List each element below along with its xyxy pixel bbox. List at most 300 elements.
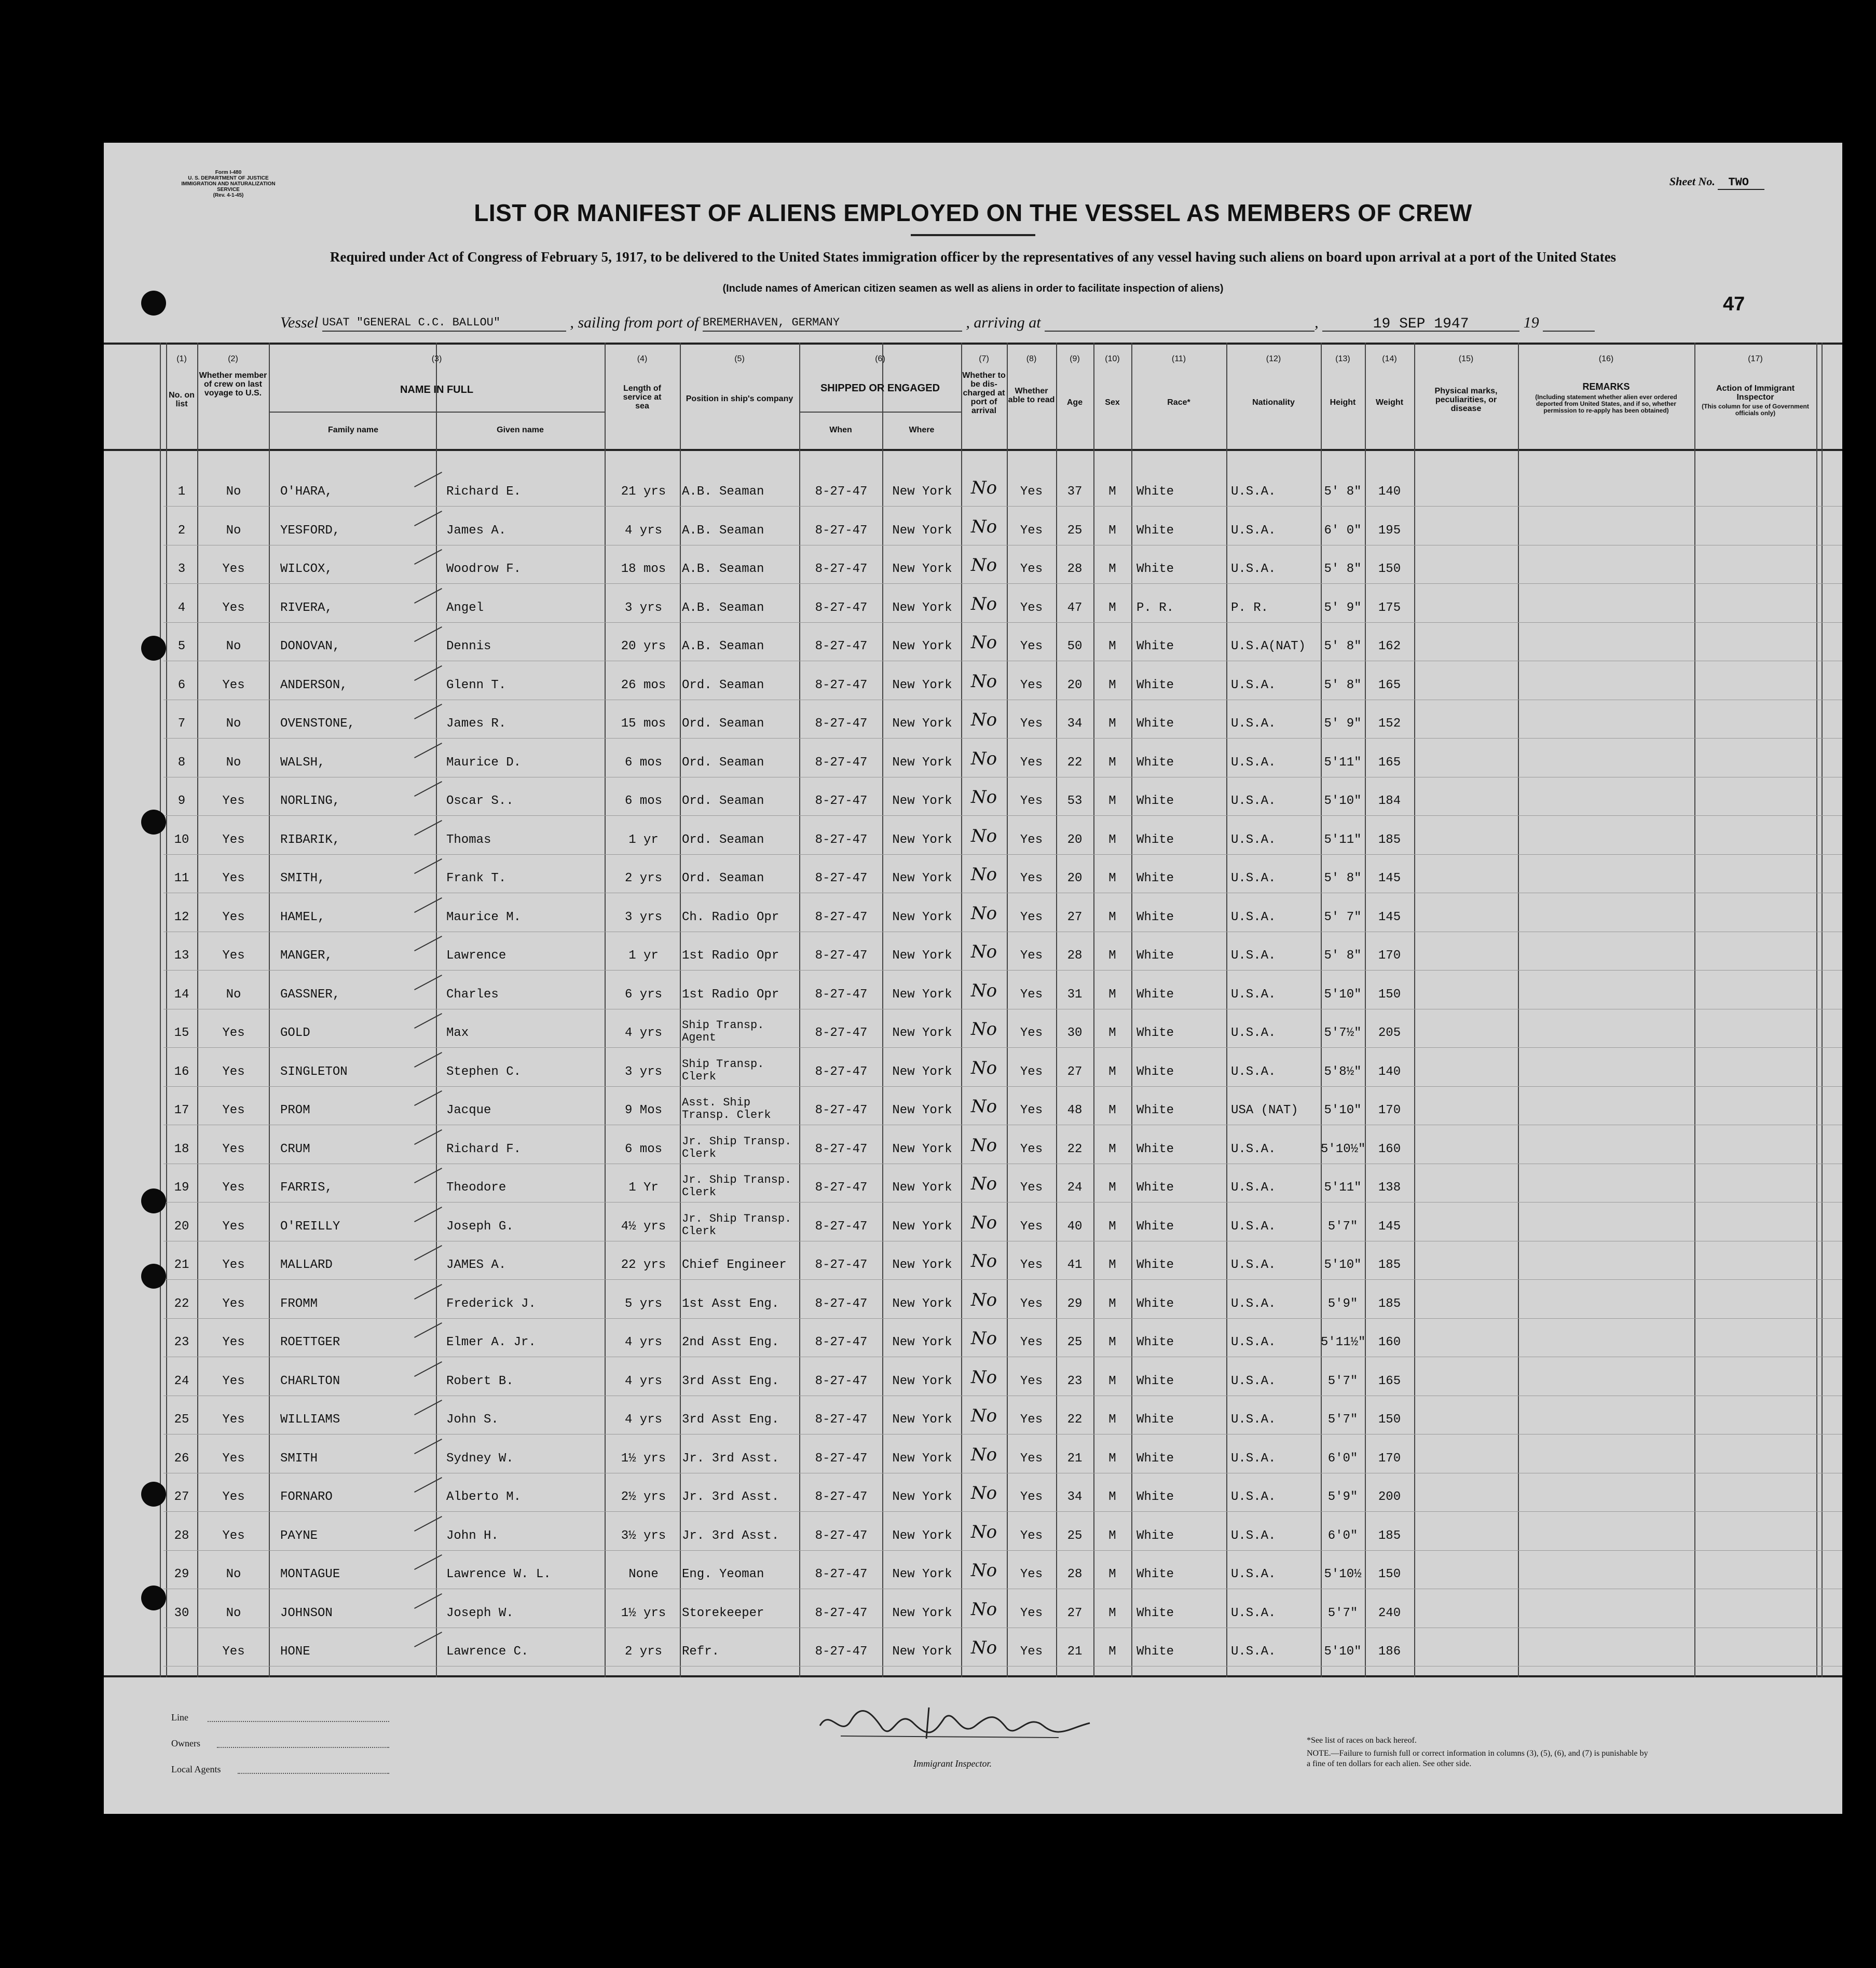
cell-shipped-where: New York — [892, 755, 952, 770]
cell-prior-voyage: Yes — [222, 1335, 245, 1349]
cell-shipped-where: New York — [892, 1142, 952, 1156]
col-header-service: Length of service at sea — [623, 384, 662, 411]
cell-position: Jr. Ship Transp. Clerk — [682, 1212, 792, 1238]
cell-sex: M — [1108, 1064, 1116, 1079]
col-header-height: Height — [1330, 398, 1356, 407]
cell-discharged: No — [970, 516, 997, 537]
col-num-7: (7) — [979, 354, 989, 363]
cell-shipped-when: 8-27-47 — [815, 1490, 868, 1504]
row-rule — [163, 815, 1842, 816]
cell-age: 37 — [1067, 485, 1083, 499]
cell-shipped-when: 8-27-47 — [815, 1335, 868, 1349]
cell-row-number: 12 — [174, 910, 189, 924]
col-header-age: Age — [1066, 398, 1083, 407]
cell-row-number: 2 — [177, 523, 186, 538]
cell-able-to-read: Yes — [1020, 1528, 1043, 1543]
cell-service-length: 6 mos — [624, 1142, 662, 1156]
cell-given-name: Dennis — [446, 639, 491, 653]
cell-given-name: Robert B. — [446, 1374, 514, 1388]
include-note: (Include names of American citizen seamen as well as aliens in order to facilitate inspection of aliens) — [722, 283, 1224, 294]
cell-age: 20 — [1067, 871, 1083, 885]
cell-service-length: 21 yrs — [621, 485, 666, 499]
cell-shipped-where: New York — [892, 678, 952, 692]
col-header-action-note: (This column for use of Government officials only) — [1702, 403, 1809, 417]
cell-race: White — [1136, 1490, 1174, 1504]
cell-height: 5'8½" — [1324, 1064, 1362, 1079]
cell-race: White — [1136, 832, 1174, 847]
cell-able-to-read: Yes — [1020, 1181, 1043, 1195]
cell-age: 53 — [1067, 794, 1083, 808]
year-prefix: 19 — [1523, 314, 1539, 331]
cell-able-to-read: Yes — [1020, 1026, 1043, 1040]
cell-race: White — [1136, 910, 1174, 924]
cell-age: 40 — [1067, 1219, 1083, 1234]
cell-prior-voyage: No — [226, 1567, 241, 1581]
cell-height: 5'10½" — [1321, 1142, 1366, 1156]
cell-weight: 150 — [1378, 1567, 1401, 1581]
cell-race: White — [1136, 794, 1174, 808]
cell-height: 5'9" — [1327, 1490, 1358, 1504]
cell-age: 28 — [1067, 562, 1083, 576]
cell-height: 5'10" — [1324, 794, 1362, 808]
cell-given-name: Thomas — [446, 832, 491, 847]
cell-height: 5' 8" — [1324, 949, 1362, 963]
cell-shipped-when: 8-27-47 — [815, 1567, 868, 1581]
cell-row-number: 9 — [177, 794, 186, 808]
cell-family-name: DONOVAN, — [280, 639, 340, 653]
cell-able-to-read: Yes — [1020, 755, 1043, 770]
cell-height: 5'7" — [1327, 1606, 1358, 1620]
cell-nationality: U.S.A. — [1231, 1413, 1276, 1427]
table-row — [104, 1637, 1842, 1680]
cell-shipped-where: New York — [892, 600, 952, 615]
cell-position: Storekeeper — [682, 1606, 764, 1620]
cell-service-length: 1 Yr — [628, 1181, 659, 1195]
cell-sex: M — [1108, 639, 1116, 653]
cell-race: White — [1136, 1026, 1174, 1040]
cell-row-number: 15 — [174, 1026, 189, 1040]
cell-able-to-read: Yes — [1020, 678, 1043, 692]
cell-height: 6'0" — [1327, 1451, 1358, 1466]
cell-row-number: 23 — [174, 1335, 189, 1349]
cell-shipped-where: New York — [892, 910, 952, 924]
cell-weight: 185 — [1378, 1296, 1401, 1311]
cell-discharged: No — [970, 1521, 997, 1542]
cell-prior-voyage: Yes — [222, 910, 245, 924]
cell-shipped-when: 8-27-47 — [815, 562, 868, 576]
cell-sex: M — [1108, 1606, 1116, 1620]
punch-hole — [141, 1188, 166, 1213]
cell-able-to-read: Yes — [1020, 600, 1043, 615]
cell-service-length: 5 yrs — [624, 1296, 662, 1311]
cell-nationality: U.S.A. — [1231, 1335, 1276, 1349]
cell-prior-voyage: No — [226, 717, 241, 731]
cell-shipped-when: 8-27-47 — [815, 1374, 868, 1388]
race-note: *See list of races on back hereof. — [1307, 1736, 1417, 1745]
inspector-signature — [810, 1697, 1100, 1749]
cell-prior-voyage: Yes — [222, 949, 245, 963]
cell-race: White — [1136, 1528, 1174, 1543]
cell-weight: 184 — [1378, 794, 1401, 808]
cell-family-name: YESFORD, — [280, 523, 340, 538]
cell-service-length: 4½ yrs — [621, 1219, 666, 1234]
cell-sex: M — [1108, 832, 1116, 847]
cell-nationality: U.S.A. — [1231, 1567, 1276, 1581]
cell-sex: M — [1108, 910, 1116, 924]
cell-row-number: 16 — [174, 1064, 189, 1079]
cell-discharged: No — [970, 671, 997, 692]
col-num-13: (13) — [1335, 354, 1350, 363]
cell-sex: M — [1108, 1219, 1116, 1234]
cell-shipped-where: New York — [892, 1645, 952, 1659]
cell-shipped-where: New York — [892, 1606, 952, 1620]
col-num-14: (14) — [1382, 354, 1397, 363]
cell-given-name: Angel — [446, 600, 484, 615]
cell-weight: 150 — [1378, 562, 1401, 576]
cell-service-length: 26 mos — [621, 678, 666, 692]
cell-sex: M — [1108, 755, 1116, 770]
cell-shipped-when: 8-27-47 — [815, 485, 868, 499]
cell-able-to-read: Yes — [1020, 1374, 1043, 1388]
cell-weight: 170 — [1378, 1451, 1401, 1466]
cell-given-name: Woodrow F. — [446, 562, 522, 576]
cell-shipped-when: 8-27-47 — [815, 600, 868, 615]
cell-service-length: 15 mos — [621, 717, 666, 731]
cell-given-name: Oscar S.. — [446, 794, 514, 808]
arrival-port-blank — [1045, 316, 1314, 332]
table-row — [104, 477, 1842, 521]
cell-height: 5'10" — [1324, 1103, 1362, 1117]
cell-shipped-where: New York — [892, 1181, 952, 1195]
footer-line-blank — [208, 1720, 389, 1722]
col-header-where: Where — [909, 426, 935, 434]
cell-race: White — [1136, 987, 1174, 1002]
cell-nationality: U.S.A. — [1231, 485, 1276, 499]
form-dept: U. S. DEPARTMENT OF JUSTICE — [188, 175, 269, 181]
cell-race: White — [1136, 523, 1174, 538]
table-row — [104, 1057, 1842, 1101]
cell-service-length: 2½ yrs — [621, 1490, 666, 1504]
row-rule — [163, 738, 1842, 739]
cell-race: P. R. — [1136, 600, 1174, 615]
cell-position: Ord. Seaman — [682, 717, 764, 731]
table-row — [104, 1096, 1842, 1139]
cell-row-number: 30 — [174, 1606, 189, 1620]
cell-weight: 170 — [1378, 949, 1401, 963]
cell-weight: 160 — [1378, 1142, 1401, 1156]
cell-nationality: U.S.A. — [1231, 871, 1276, 885]
cell-family-name: MALLARD — [280, 1258, 333, 1272]
cell-family-name: HAMEL, — [280, 910, 325, 924]
form-info — [171, 170, 285, 198]
cell-given-name: Glenn T. — [446, 678, 506, 692]
cell-family-name: FROMM — [280, 1296, 318, 1311]
cell-prior-voyage: Yes — [222, 1528, 245, 1543]
cell-given-name: Joseph G. — [446, 1219, 514, 1234]
cell-shipped-when: 8-27-47 — [815, 1645, 868, 1659]
cell-height: 5' 9" — [1324, 717, 1362, 731]
cell-family-name: RIVERA, — [280, 600, 333, 615]
shipped-subheader-rule — [799, 412, 961, 413]
cell-prior-voyage: No — [226, 639, 241, 653]
cell-family-name: GASSNER, — [280, 987, 340, 1002]
cell-race: White — [1136, 1451, 1174, 1466]
table-row — [104, 1366, 1842, 1410]
manifest-sheet — [104, 143, 1842, 1814]
cell-race: White — [1136, 1219, 1174, 1234]
cell-height: 5'10" — [1324, 987, 1362, 1002]
row-rule — [163, 1550, 1842, 1551]
table-row — [104, 671, 1842, 714]
cell-shipped-when: 8-27-47 — [815, 832, 868, 847]
cell-position: 1st Radio Opr — [682, 987, 779, 1002]
cell-age: 47 — [1067, 600, 1083, 615]
cell-prior-voyage: Yes — [222, 1296, 245, 1311]
cell-able-to-read: Yes — [1020, 1142, 1043, 1156]
col-header-nationality: Nationality — [1252, 398, 1295, 407]
cell-position: Ord. Seaman — [682, 871, 764, 885]
table-row — [104, 903, 1842, 946]
cell-given-name: Stephen C. — [446, 1064, 522, 1079]
cell-prior-voyage: No — [226, 485, 241, 499]
cell-sex: M — [1108, 485, 1116, 499]
cell-family-name: SMITH — [280, 1451, 318, 1466]
cell-shipped-when: 8-27-47 — [815, 871, 868, 885]
cell-nationality: U.S.A. — [1231, 1181, 1276, 1195]
cell-race: White — [1136, 1296, 1174, 1311]
table-row — [104, 787, 1842, 830]
cell-shipped-where: New York — [892, 1374, 952, 1388]
cell-shipped-where: New York — [892, 717, 952, 731]
row-rule — [163, 854, 1842, 855]
cell-nationality: U.S.A. — [1231, 523, 1276, 538]
cell-shipped-when: 8-27-47 — [815, 1103, 868, 1117]
cell-sex: M — [1108, 949, 1116, 963]
cell-nationality: P. R. — [1231, 600, 1269, 615]
cell-age: 29 — [1067, 1296, 1083, 1311]
cell-nationality: U.S.A(NAT) — [1231, 639, 1306, 653]
cell-nationality: U.S.A. — [1231, 987, 1276, 1002]
cell-given-name: Lawrence C. — [446, 1645, 529, 1659]
table-row — [104, 1212, 1842, 1255]
cell-able-to-read: Yes — [1020, 1606, 1043, 1620]
cell-sex: M — [1108, 1451, 1116, 1466]
cell-discharged: No — [970, 1444, 997, 1465]
cell-service-length: 3 yrs — [624, 910, 662, 924]
col-num-6: (6) — [875, 354, 885, 363]
cell-sex: M — [1108, 562, 1116, 576]
sheet-label: Sheet No. — [1669, 175, 1715, 188]
cell-position: Ch. Radio Opr — [682, 910, 779, 924]
col-header-name: NAME IN FULL — [400, 384, 474, 395]
cell-prior-voyage: Yes — [222, 600, 245, 615]
cell-position: Jr. Ship Transp. Clerk — [682, 1135, 792, 1160]
form-rev: (Rev. 4-1-45) — [213, 193, 244, 198]
cell-able-to-read: Yes — [1020, 1103, 1043, 1117]
cell-able-to-read: Yes — [1020, 1219, 1043, 1234]
table-row — [104, 1521, 1842, 1565]
cell-age: 25 — [1067, 1335, 1083, 1349]
cell-family-name: SMITH, — [280, 871, 325, 885]
cell-height: 5' 8" — [1324, 678, 1362, 692]
cell-sex: M — [1108, 1181, 1116, 1195]
cell-height: 5' 8" — [1324, 871, 1362, 885]
cell-shipped-where: New York — [892, 1528, 952, 1543]
cell-nationality: U.S.A. — [1231, 1064, 1276, 1079]
cell-able-to-read: Yes — [1020, 949, 1043, 963]
cell-weight: 145 — [1378, 871, 1401, 885]
cell-row-number: 28 — [174, 1528, 189, 1543]
cell-shipped-where: New York — [892, 1258, 952, 1272]
cell-shipped-when: 8-27-47 — [815, 1181, 868, 1195]
cell-prior-voyage: Yes — [222, 794, 245, 808]
cell-nationality: U.S.A. — [1231, 1219, 1276, 1234]
table-row — [104, 1483, 1842, 1526]
cell-discharged: No — [970, 1251, 997, 1272]
cell-prior-voyage: Yes — [222, 1374, 245, 1388]
cell-service-length: 9 Mos — [624, 1103, 662, 1117]
cell-able-to-read: Yes — [1020, 832, 1043, 847]
col-header-no: No. on list — [169, 391, 195, 408]
cell-shipped-when: 8-27-47 — [815, 1064, 868, 1079]
cell-sex: M — [1108, 600, 1116, 615]
cell-able-to-read: Yes — [1020, 794, 1043, 808]
table-row — [104, 632, 1842, 675]
cell-service-length: 3 yrs — [624, 600, 662, 615]
cell-able-to-read: Yes — [1020, 1064, 1043, 1079]
cell-family-name: PAYNE — [280, 1528, 318, 1543]
cell-nationality: U.S.A. — [1231, 678, 1276, 692]
col-num-17: (17) — [1748, 354, 1763, 363]
cell-weight: 175 — [1378, 600, 1401, 615]
cell-height: 5'11½" — [1321, 1335, 1366, 1349]
cell-row-number: 8 — [177, 755, 186, 770]
cell-service-length: 6 yrs — [624, 987, 662, 1002]
cell-height: 5' 7" — [1324, 910, 1362, 924]
year-suffix: 47 — [1723, 293, 1745, 315]
cell-given-name: James R. — [446, 717, 506, 731]
cell-discharged: No — [970, 632, 997, 653]
cell-row-number: 13 — [174, 949, 189, 963]
cell-service-length: 1½ yrs — [621, 1606, 666, 1620]
cell-race: White — [1136, 639, 1174, 653]
cell-weight: 150 — [1378, 1413, 1401, 1427]
cell-shipped-when: 8-27-47 — [815, 910, 868, 924]
punch-hole — [141, 810, 166, 835]
vessel-line: Vessel USAT "GENERAL C.C. BALLOU" , sailing from port of BREMERHAVEN, GERMANY , arriving at , 19 SEP 1947 19 — [280, 314, 1785, 335]
cell-given-name: Alberto M. — [446, 1490, 522, 1504]
table-row — [104, 748, 1842, 791]
cell-shipped-where: New York — [892, 1335, 952, 1349]
cell-sex: M — [1108, 794, 1116, 808]
cell-shipped-where: New York — [892, 987, 952, 1002]
cell-nationality: U.S.A. — [1231, 832, 1276, 847]
cell-weight: 140 — [1378, 485, 1401, 499]
cell-sex: M — [1108, 678, 1116, 692]
cell-family-name: HONE — [280, 1645, 310, 1659]
col-header-shipped: SHIPPED OR ENGAGED — [820, 382, 940, 394]
cell-race: White — [1136, 1645, 1174, 1659]
cell-height: 5' 8" — [1324, 485, 1362, 499]
col-num-3: (3) — [431, 354, 442, 363]
cell-age: 23 — [1067, 1374, 1083, 1388]
cell-discharged: No — [970, 1483, 997, 1504]
cell-shipped-where: New York — [892, 1567, 952, 1581]
cell-shipped-where: New York — [892, 1026, 952, 1040]
cell-family-name: FORNARO — [280, 1490, 333, 1504]
row-rule — [163, 506, 1842, 507]
row-rule — [163, 970, 1842, 971]
cell-race: White — [1136, 1335, 1174, 1349]
cell-service-length: 20 yrs — [621, 639, 666, 653]
cell-shipped-where: New York — [892, 639, 952, 653]
col-header-action: Action of Immigrant Inspector — [1716, 384, 1795, 402]
cell-row-number: 20 — [174, 1219, 189, 1234]
cell-shipped-where: New York — [892, 832, 952, 847]
cell-height: 5'7" — [1327, 1374, 1358, 1388]
cell-row-number: 5 — [177, 639, 186, 653]
cell-family-name: CHARLTON — [280, 1374, 340, 1388]
cell-race: White — [1136, 717, 1174, 731]
cell-able-to-read: Yes — [1020, 1451, 1043, 1466]
cell-service-length: None — [628, 1567, 659, 1581]
cell-age: 31 — [1067, 987, 1083, 1002]
cell-row-number: 6 — [177, 678, 186, 692]
vessel-label: Vessel — [280, 314, 319, 331]
cell-sex: M — [1108, 717, 1116, 731]
cell-weight: 185 — [1378, 832, 1401, 847]
cell-discharged: No — [970, 980, 997, 1001]
cell-discharged: No — [970, 1289, 997, 1310]
cell-able-to-read: Yes — [1020, 871, 1043, 885]
cell-discharged: No — [970, 1135, 997, 1156]
cell-sex: M — [1108, 1645, 1116, 1659]
cell-race: White — [1136, 678, 1174, 692]
cell-family-name: WALSH, — [280, 755, 325, 770]
col-header-weight: Weight — [1375, 398, 1404, 407]
cell-race: White — [1136, 755, 1174, 770]
cell-nationality: U.S.A. — [1231, 949, 1276, 963]
cell-nationality: USA (NAT) — [1231, 1103, 1298, 1117]
cell-service-length: 3 yrs — [624, 1064, 662, 1079]
cell-given-name: JAMES A. — [446, 1258, 506, 1272]
cell-shipped-where: New York — [892, 1296, 952, 1311]
cell-discharged: No — [970, 1057, 997, 1078]
cell-discharged: No — [970, 941, 997, 962]
cell-given-name: Elmer A. Jr. — [446, 1335, 536, 1349]
col-header-race: Race* — [1167, 398, 1190, 407]
table-row — [104, 709, 1842, 753]
cell-position: Ord. Seaman — [682, 678, 764, 692]
cell-prior-voyage: Yes — [222, 871, 245, 885]
cell-nationality: U.S.A. — [1231, 1528, 1276, 1543]
cell-height: 5' 8" — [1324, 562, 1362, 576]
cell-service-length: 4 yrs — [624, 1026, 662, 1040]
cell-nationality: U.S.A. — [1231, 562, 1276, 576]
cell-weight: 138 — [1378, 1181, 1401, 1195]
cell-shipped-where: New York — [892, 871, 952, 885]
col-header-discharged: Whether to be dis-charged at port of arrival — [962, 371, 1006, 415]
cell-nationality: U.S.A. — [1231, 1606, 1276, 1620]
cell-weight: 185 — [1378, 1258, 1401, 1272]
cell-sex: M — [1108, 1335, 1116, 1349]
cell-shipped-when: 8-27-47 — [815, 1413, 868, 1427]
cell-sex: M — [1108, 1142, 1116, 1156]
row-rule — [163, 1318, 1842, 1319]
cell-given-name: Richard F. — [446, 1142, 522, 1156]
arrival-date-stamp: 19 SEP 1947 — [1322, 316, 1519, 332]
cell-row-number: 14 — [174, 987, 189, 1002]
